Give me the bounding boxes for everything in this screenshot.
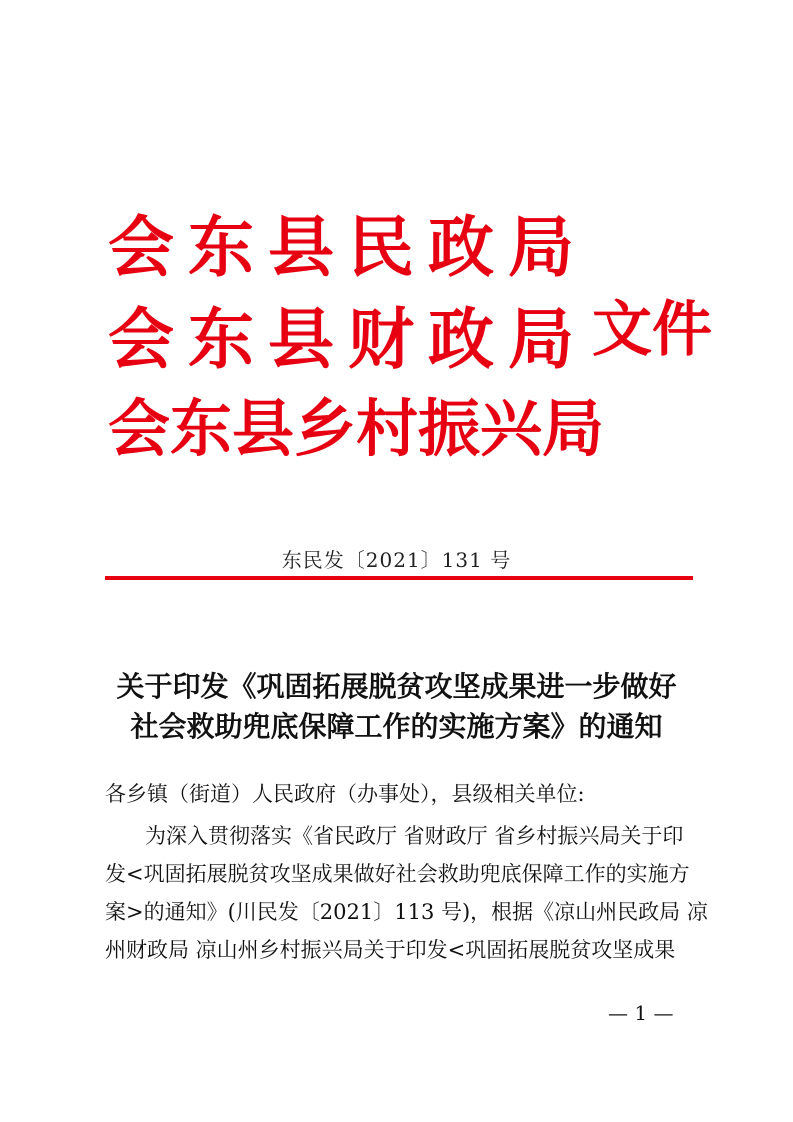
page-number: — 1 — [608,1001,674,1025]
issuer-line-finance: 会东县财政局 [108,300,588,378]
body-line: 州财政局 凉山州乡村振兴局关于印发<巩固拓展脱贫攻坚成果 [105,938,676,962]
issuer-line-rural-revitalization: 会东县乡村振兴局 [108,392,605,465]
issuer-line-civil-affairs: 会东县民政局 [108,208,588,286]
red-divider-line [105,576,693,580]
body-line: 发<巩固拓展脱贫攻坚成果做好社会救助兜底保障工作的实施方 [105,862,690,886]
document-number: 东民发〔2021〕131 号 [281,548,512,572]
body-line: 案>的通知》(川民发〔2021〕113 号)，根据《凉山州民政局 凉 [105,900,708,924]
document-type-label: 文件 [592,295,712,365]
body-line: 为深入贯彻落实《省民政厅 省财政厅 省乡村振兴局关于印 [145,824,684,848]
salutation: 各乡镇（街道）人民政府（办事处），县级相关单位: [105,782,585,806]
document-title-line-1: 关于印发《巩固拓展脱贫攻坚成果进一步做好 [116,670,677,703]
document-title-line-2: 社会救助兜底保障工作的实施方案》的通知 [130,710,663,743]
